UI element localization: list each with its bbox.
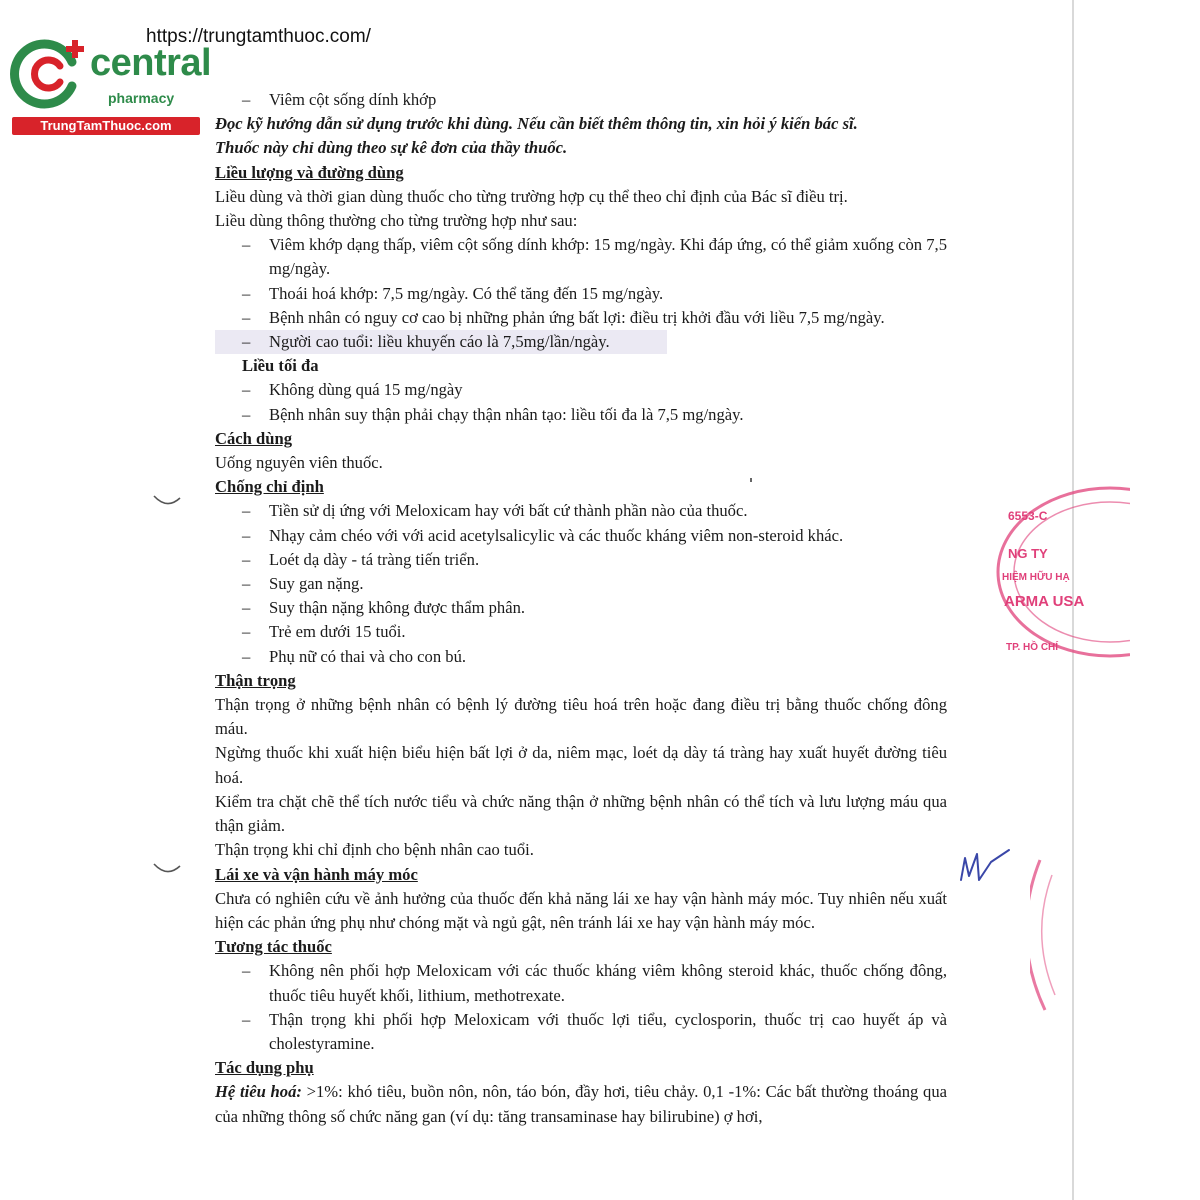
section-heading-contraindications: Chống chỉ định [215,477,324,497]
side-effects-gi-label: Hệ tiêu hoá: [215,1082,302,1102]
intro-list [215,88,947,112]
warning-line-2: Thuốc này chỉ dùng theo sự kê đơn của thầy thuốc. [215,138,568,158]
list-item: – Nhạy cảm chéo với với acid acetylsalicylic và các thuốc kháng viêm non-steroid khác. [215,524,947,548]
section-heading-usage: Cách dùng [215,428,293,448]
driving-paragraph: Chưa có nghiên cứu về ảnh hưởng của thuốc đến khả năng lái xe hay vận hành máy móc. Tuy nhiên nếu xuất hiện các phản ứng phụ như chóng mặt và ngủ gật, nên tránh lái xe hay vận hành máy móc. [215,888,947,932]
contraindications-list [215,499,947,668]
section-heading-side-effects: Tác dụng phụ [215,1058,314,1078]
list-item: – Thận trọng khi phối hợp Meloxicam với thuốc lợi tiểu, cyclosporin, thuốc trị cao huyết áp và cholestyramine. [215,1008,947,1056]
list-item: – Viêm cột sống dính khớp [215,88,947,112]
stamp-line: NG TY [1008,546,1048,561]
scan-speck [750,478,752,482]
logo-ring-icon [10,36,90,112]
max-dose-list [215,378,947,426]
precautions-paragraph: Kiểm tra chặt chẽ thể tích nước tiểu và chức năng thận ở những bệnh nhân có thể tích và lưu lượng máu qua thận giảm. [215,791,947,836]
site-badge[interactable]: TrungTamThuoc.com [12,117,200,135]
stamp-line: HIỆM HỮU HẠ [1002,572,1070,583]
leaflet-text [215,88,947,1129]
logo-wordmark: central [90,42,212,84]
list-item: – Không dùng quá 15 mg/ngày [215,378,947,402]
list-item: – Suy gan nặng. [215,572,947,596]
precautions-paragraph: Thận trọng khi chỉ định cho bệnh nhân cao tuổi. [215,840,534,860]
logo-subtitle: pharmacy [108,90,175,106]
interactions-list [215,959,947,1056]
dosage-paragraph: Liều dùng thông thường cho từng trường hợp như sau: [215,211,578,231]
section-heading-driving: Lái xe và vận hành máy móc [215,864,418,884]
second-stamp-edge [1030,840,1090,1030]
handwritten-signature [955,840,1015,900]
dosage-list [215,233,947,354]
list-item: – Trẻ em dưới 15 tuổi. [215,620,947,644]
dosage-paragraph: Liều dùng và thời gian dùng thuốc cho từng trường hợp cụ thể theo chỉ định của Bác sĩ điều trị. [215,186,848,206]
side-effects-paragraph [215,1080,947,1128]
list-item: – Tiền sử dị ứng với Meloxicam hay với bất cứ thành phần nào của thuốc. [215,499,947,523]
warning-line-1: Đọc kỹ hướng dẫn sử dụng trước khi dùng. Nếu cần biết thêm thông tin, xin hỏi ý kiến bác sĩ. [215,114,858,134]
list-item-highlighted: – Người cao tuổi: liều khuyến cáo là 7,5mg/lần/ngày. [215,330,667,354]
source-url[interactable]: https://trungtamthuoc.com/ [146,26,371,47]
stamp-line: TP. HỒ CHÍ [1006,642,1059,653]
list-item: – Bệnh nhân suy thận phải chạy thận nhân tạo: liều tối đa là 7,5 mg/ngày. [215,403,947,427]
list-item: – Viêm khớp dạng thấp, viêm cột sống dính khớp: 15 mg/ngày. Khi đáp ứng, có thể giảm xuống còn 7,5 mg/ngày. [215,233,947,281]
list-item: – Bệnh nhân có nguy cơ cao bị những phản ứng bất lợi: điều trị khởi đầu với liều 7,5 mg/ngày. [215,306,947,330]
side-effects-gi-text: >1%: khó tiêu, buồn nôn, nôn, táo bón, đầy hơi, tiêu chảy. 0,1 -1%: Các bất thường thoáng qua của những thông số chức năng gan (ví dụ: tăng transaminase hay bilirubine) ợ hơi, [215,1082,947,1126]
precautions-paragraph: Thận trọng ở những bệnh nhân có bệnh lý đường tiêu hoá trên hoặc đang điều trị bằng thuốc chống đông máu. [215,695,947,739]
stamp-line: 6553-C [1008,509,1048,523]
section-heading-dosage: Liều lượng và đường dùng [215,162,404,182]
list-item: – Loét dạ dày - tá tràng tiến triển. [215,548,947,572]
list-item: – Thoái hoá khớp: 7,5 mg/ngày. Có thể tăng đến 15 mg/ngày. [215,282,947,306]
section-heading-interactions: Tương tác thuốc [215,937,332,957]
brand-logo[interactable] [10,36,210,112]
precautions-paragraph: Ngừng thuốc khi xuất hiện biểu hiện bất lợi ở da, niêm mạc, loét dạ dày tá tràng hay xuất huyết đường tiêu hoá. [215,743,947,787]
list-item: – Không nên phối hợp Meloxicam với các thuốc kháng viêm không steroid khác, thuốc chống đông, thuốc tiêu huyết khối, lithium, methotrexate. [215,959,947,1007]
section-heading-precautions: Thận trọng [215,670,296,690]
company-stamp [990,480,1130,680]
punch-hole-mark-icon [150,860,184,880]
list-item: – Phụ nữ có thai và cho con bú. [215,645,947,669]
usage-paragraph: Uống nguyên viên thuốc. [215,453,383,473]
punch-hole-mark-icon [150,492,184,512]
list-item: – Suy thận nặng không được thẩm phân. [215,596,947,620]
stamp-line: ARMA USA [1004,593,1085,610]
subheading-max-dose: Liều tối đa [242,356,319,376]
